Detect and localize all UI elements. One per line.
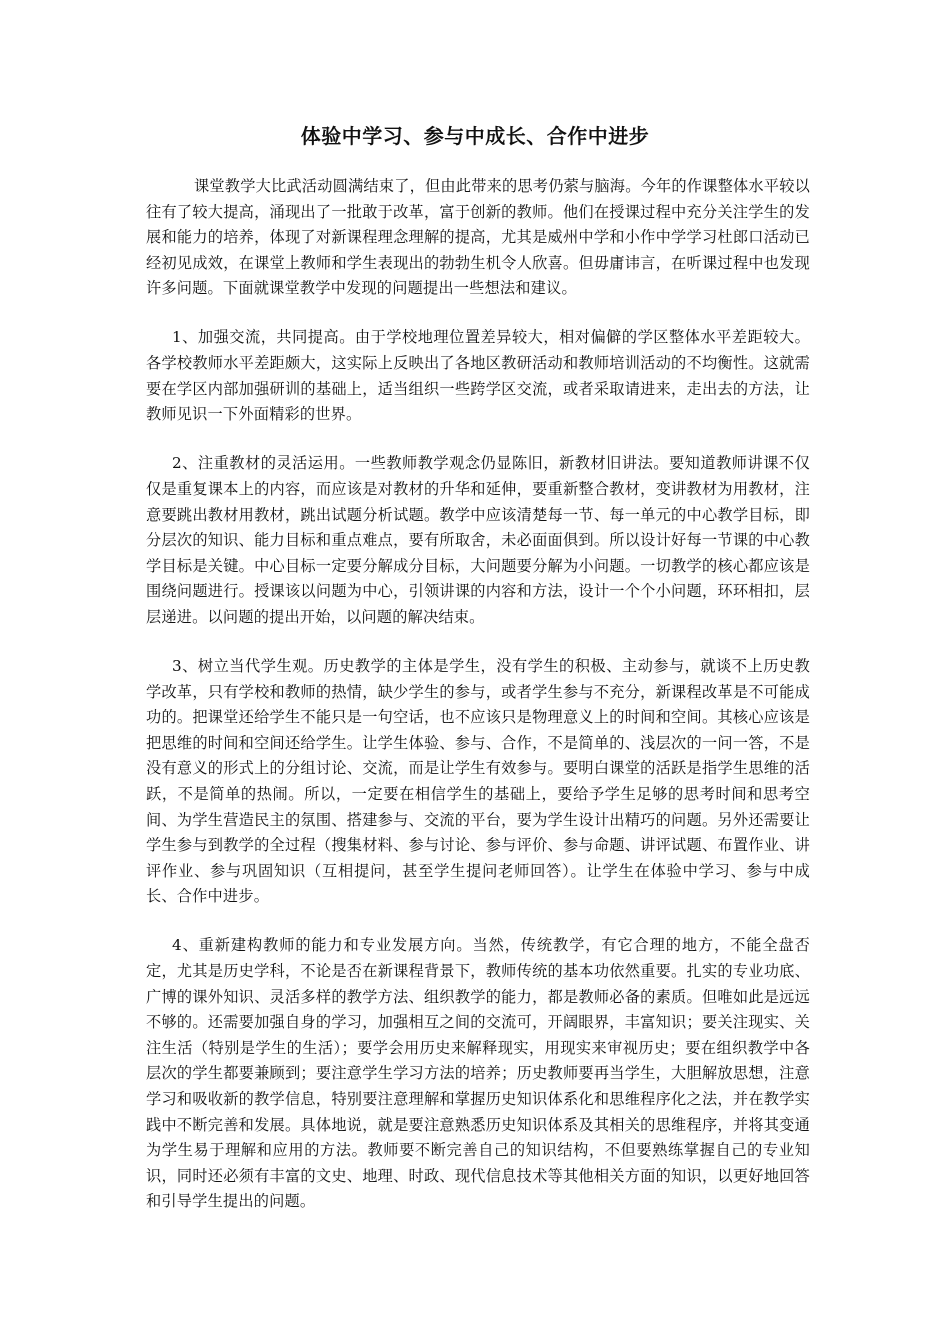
point-3-paragraph: 3、树立当代学生观。历史教学的主体是学生，没有学生的积极、主动参与，就谈不上历史教学改革，只有学校和教师的热情，缺少学生的参与，或者学生参与不充分，新课程改革是不可能成功的。把课堂还给学生不能只是一句空话，也不应该只是物理意义上的时间和空间。其核心应该是把思维的时间和空间还给学生。让学生体验、参与、合作，不是简单的、浅层次的一问一答，不是没有意义的形式上的分组讨论、交流，而是让学生有效参与。要明白课堂的活跃是指学生思维的活跃，不是简单的热闹。所以，一定要在相信学生的基础上，要给予学生足够的思考时间和思考空间、为学生营造民主的氛围、搭建参与、交流的平台，要为学生设计出精巧的问题。另外还需要让学生参与到教学的全过程（搜集材料、参与讨论、参与评价、参与命题、讲评试题、布置作业、讲评作业、参与巩固知识（互相提问，甚至学生提问老师回答）。让学生在体验中学习、参与中成长、合作中进步。	[146, 657, 810, 906]
paragraph-gap	[146, 428, 810, 452]
paragraph-gap	[146, 631, 810, 655]
document-title: 体验中学习、参与中成长、合作中进步	[300, 124, 650, 148]
point-4-paragraph: 4、重新建构教师的能力和专业发展方向。当然，传统教学，有它合理的地方，不能全盘否定，尤其是历史学科，不论是否在新课程背景下，教师传统的基本功依然重要。扎实的专业功底、广博的课外知识、灵活多样的教学方法、组织教学的能力，都是教师必备的素质。但唯如此是远远不够的。还需要加强自身的学习，加强相互之间的交流可，开阔眼界，丰富知识；要关注现实、关注生活（特别是学生的生活）；要学会用历史来解释现实，用现实来审视历史；要在组织教学中各层次的学生都要兼顾到；要注意学生学习方法的培养；历史教师要再当学生，大胆解放思想，注意 学习和吸收新的教学信息，特别要注意理解和掌握历史知识体系化和思维程序化之法，并在教学实践中不断完善和发展。具体地说，就是要注意熟悉历史知识体系及其相关的思维程序，并将其变通为学生易于理解和应用的方法。教师要不断完善自己的知识结构，不但要熟练掌握自己的专业知识，同时还必须有丰富的文史、地理、时政、现代信息技术等其他相关方面的知识，以更好地回答和引导学生提出的问题。	[146, 936, 810, 1211]
document-body	[146, 174, 810, 1215]
paragraph-gap	[146, 302, 810, 326]
intro-paragraph: 课堂教学大比武活动圆满结束了，但由此带来的思考仍萦与脑海。今年的作课整体水平较以往有了较大提高，涌现出了一批敢于改革，富于创新的教师。他们在授课过程中充分关注学生的发展和能力的培养，体现了对新课程理念理解的提高，尤其是威州中学和小作中学学习杜郎口活动已经初见成效，在课堂上教师和学生表现出的勃勃生机令人欣喜。但毋庸讳言，在听课过程中也发现许多问题。下面就课堂教学中发现的问题提出一些想法和建议。	[146, 177, 810, 298]
point-2-paragraph: 2、注重教材的灵活运用。一些教师教学观念仍显陈旧，新教材旧讲法。要知道教师讲课不仅仅是重复课本上的内容，而应该是对教材的升华和延伸，要重新整合教材，变讲教材为用教材，注意要跳出教材用教材，跳出试题分析试题。教学中应该清楚每一节、每一单元的中心教学目标，即分层次的知识、能力目标和重点难点，要有所取舍，未必面面俱到。所以设计好每一节课的中心教学目标是关键。中心目标一定要分解成分目标，大问题要分解为小问题。一切教学的核心都应该是围绕问题进行。授课该以问题为中心，引领讲课的内容和方法，设计一个个小问题，环环相扣，层层递进。以问题的提出开始，以问题的解决结束。	[146, 454, 810, 626]
paragraph-gap	[146, 910, 810, 934]
point-1-paragraph: 1、加强交流，共同提高。由于学校地理位置差异较大，相对偏僻的学区整体水平差距较大。各学校教师水平差距颇大，这实际上反映出了各地区教研活动和教师培训活动的不均衡性。这就需要在学区内部加强研训的基础上，适当组织一些跨学区交流，或者采取请进来，走出去的方法，让教师见识一下外面精彩的世界。	[146, 328, 810, 424]
